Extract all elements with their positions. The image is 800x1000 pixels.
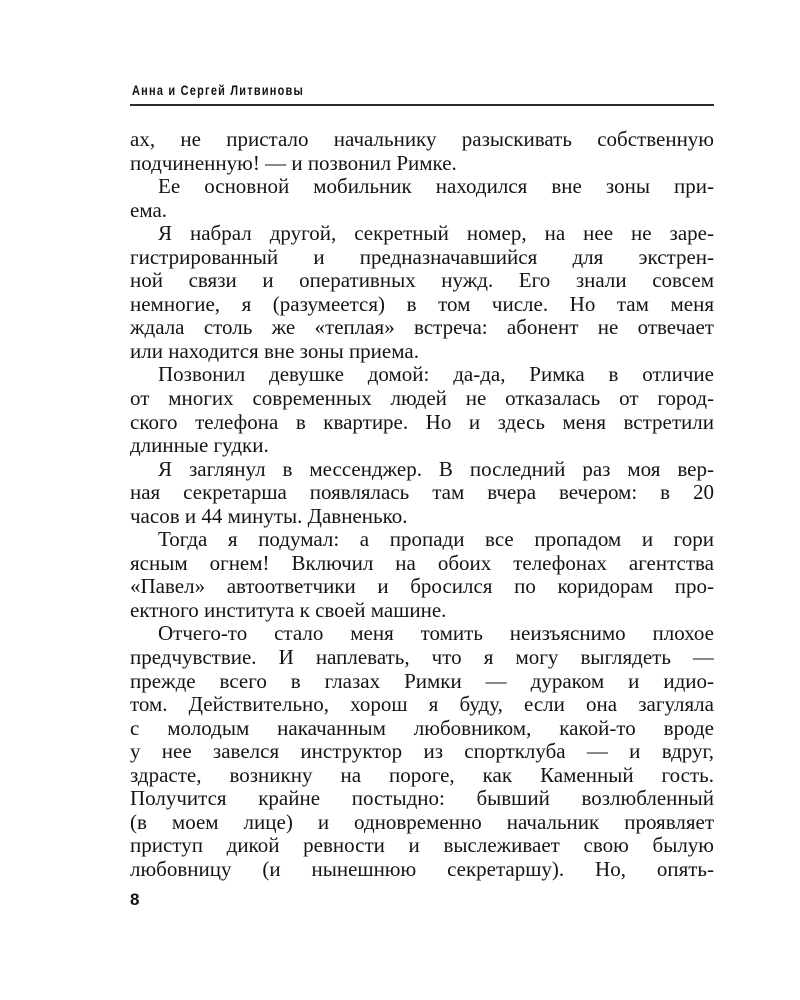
text-line: Я набрал другой, секретный номер, на нее не заре- xyxy=(158,222,714,246)
page-number: 8 xyxy=(130,890,140,909)
text-line: ского телефона в квартире. Но и здесь меня встретили xyxy=(130,410,714,434)
text-line: подчиненную! — и позвонил Римке. xyxy=(130,151,457,175)
text-line: том. Действительно, хорош я буду, если она загуляла xyxy=(130,693,714,717)
text-line: Получится крайне постыдно: бывший возлюбленный xyxy=(130,787,714,811)
text-line: гистрированный и предназначавшийся для экстрен- xyxy=(130,245,714,269)
text-line: прежде всего в глазах Римки — дураком и идио- xyxy=(130,669,714,693)
text-line: предчувствие. И наплевать, что я могу выглядеть — xyxy=(130,646,714,670)
text-line: или находится вне зоны приема. xyxy=(130,339,419,363)
text-line: Я заглянул в мессенджер. В последний раз моя вер- xyxy=(158,457,714,481)
header-divider xyxy=(130,104,714,106)
body-text xyxy=(130,128,714,882)
text-line: любовницу (и нынешнюю секретаршу). Но, опять- xyxy=(130,857,714,881)
text-line: от многих современных людей не отказалась от город- xyxy=(130,387,714,411)
text-line: «Павел» автоответчики и бросился по коридорам про- xyxy=(130,575,714,599)
text-line: Позвонил девушке домой: да-да, Римка в отличие xyxy=(158,363,714,387)
text-line: у нее завелся инструктор из спортклуба — и вдруг, xyxy=(130,740,714,764)
text-line: часов и 44 минуты. Давненько. xyxy=(130,504,408,528)
text-line: ема. xyxy=(130,198,168,222)
text-line: ектного института к своей машине. xyxy=(130,598,447,622)
text-line: длинные гудки. xyxy=(130,434,269,458)
text-line: с молодым накачанным любовником, какой-то вроде xyxy=(130,716,714,740)
text-line: немногие, я (разумеется) в том числе. Но там меня xyxy=(130,292,714,316)
text-line: приступ дикой ревности и выслеживает свою былую xyxy=(130,834,714,858)
text-line: Ее основной мобильник находился вне зоны при- xyxy=(158,175,714,199)
text-line: ждала столь же «теплая» встреча: абонент не отвечает xyxy=(130,316,714,340)
text-line: Отчего-то стало меня томить неизъяснимо плохое xyxy=(158,622,714,646)
text-line: ах, не пристало начальнику разыскивать собственную xyxy=(130,128,714,151)
text-line: (в моем лице) и одновременно начальник проявляет xyxy=(130,810,714,834)
running-title: Анна и Сергей Литвиновы xyxy=(132,82,305,98)
text-line: здрасте, возникну на пороге, как Каменный гость. xyxy=(130,763,714,787)
text-line: ясным огнем! Включил на обоих телефонах агентства xyxy=(130,551,714,575)
text-line: Тогда я подумал: а пропади все пропадом и гори xyxy=(158,528,714,552)
text-line: ной связи и оперативных нужд. Его знали совсем xyxy=(130,269,714,293)
text-line: ная секретарша появлялась там вчера вечером: в 20 xyxy=(130,481,714,505)
